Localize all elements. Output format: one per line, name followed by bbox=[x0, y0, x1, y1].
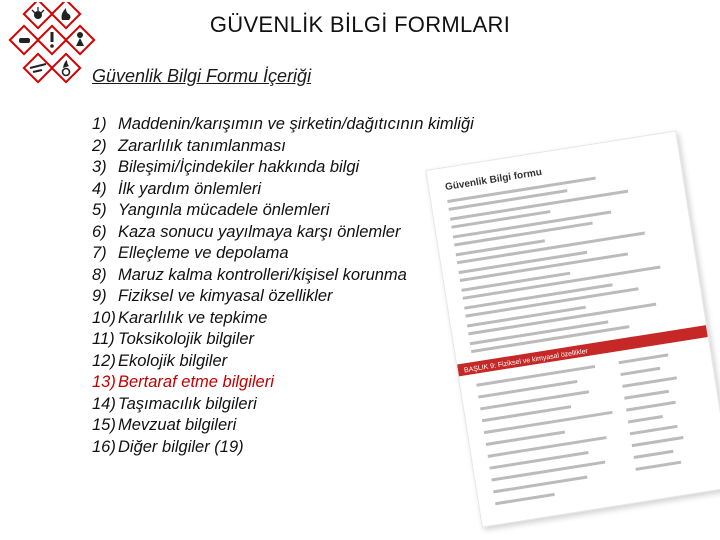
exclamation-mark-icon bbox=[38, 26, 66, 54]
item-label: Elleçleme ve depolama bbox=[118, 244, 289, 262]
item-label: Yangınla mücadele önlemleri bbox=[118, 201, 330, 219]
item-label: Kaza sonucu yayılmaya karşı önlemler bbox=[118, 222, 401, 241]
sds-heading: Güvenlik Bilgi formu bbox=[444, 166, 543, 194]
item-label: Taşımacılık bilgileri bbox=[118, 394, 257, 413]
sds-banner-text: BAŞLIK 9: Fiziksel ve kimyasal özellikler bbox=[463, 347, 589, 375]
item-label: Bertaraf etme bilgileri bbox=[118, 373, 274, 391]
item-number: 6) bbox=[92, 222, 107, 241]
item-number: 8) bbox=[92, 265, 107, 284]
item-number: 7) bbox=[92, 244, 107, 262]
list-item-highlighted bbox=[92, 372, 474, 394]
item-label: Bileşimi/İçindekiler hakkında bilgi bbox=[118, 158, 360, 176]
flame-icon bbox=[52, 2, 80, 28]
list-item bbox=[92, 222, 474, 244]
item-label: Ekolojik bilgiler bbox=[118, 351, 228, 370]
item-number: 16) bbox=[92, 437, 116, 456]
item-number: 3) bbox=[92, 158, 107, 176]
list-item bbox=[92, 157, 474, 179]
item-number: 5) bbox=[92, 201, 107, 219]
exploding-bomb-icon bbox=[24, 2, 52, 28]
item-label: Mevzuat bilgileri bbox=[118, 416, 237, 434]
list-item bbox=[92, 200, 474, 222]
item-label: İlk yardım önlemleri bbox=[118, 179, 262, 198]
ghs-pictograms bbox=[6, 2, 106, 102]
content-subtitle: Güvenlik Bilgi Formu İçeriği bbox=[92, 66, 312, 86]
item-label: Toksikolojik bilgiler bbox=[118, 330, 255, 348]
list-item bbox=[92, 415, 474, 437]
flame-over-circle-icon bbox=[52, 54, 80, 82]
environment-icon bbox=[39, 77, 59, 97]
list-item bbox=[92, 243, 474, 265]
item-label: Maruz kalma kontrolleri/kişisel korunma bbox=[118, 265, 407, 284]
gas-cylinder-icon bbox=[10, 26, 38, 54]
item-number: 4) bbox=[92, 179, 107, 198]
item-number: 11) bbox=[92, 330, 115, 348]
list-item bbox=[92, 308, 474, 330]
item-number: 15) bbox=[92, 416, 116, 434]
list-item bbox=[92, 329, 474, 351]
item-number: 1) bbox=[92, 115, 107, 133]
list-item bbox=[92, 394, 474, 416]
item-number: 10) bbox=[92, 308, 116, 327]
sds-sections-list bbox=[92, 114, 474, 458]
item-label: Zararlılık tanımlanması bbox=[118, 136, 286, 155]
item-label: Kararlılık ve tepkime bbox=[118, 308, 268, 327]
item-number: 13) bbox=[92, 373, 116, 391]
item-number: 12) bbox=[92, 351, 116, 370]
list-item bbox=[92, 179, 474, 201]
list-item bbox=[92, 265, 474, 287]
item-label: Fiziksel ve kimyasal özellikler bbox=[118, 287, 333, 305]
item-label: Diğer bilgiler (19) bbox=[118, 437, 244, 456]
list-item bbox=[92, 114, 474, 136]
list-item bbox=[92, 437, 474, 459]
item-number: 2) bbox=[92, 136, 107, 155]
list-item bbox=[92, 136, 474, 158]
item-number: 9) bbox=[92, 287, 107, 305]
slide-title: GÜVENLİK BİLGİ FORMLARI bbox=[209, 12, 511, 37]
list-item bbox=[92, 351, 474, 373]
item-label: Maddenin/karışımın ve şirketin/dağıtıcının kimliği bbox=[118, 115, 474, 133]
list-item bbox=[92, 286, 474, 308]
health-hazard-icon bbox=[66, 26, 94, 54]
item-number: 14) bbox=[92, 394, 116, 413]
